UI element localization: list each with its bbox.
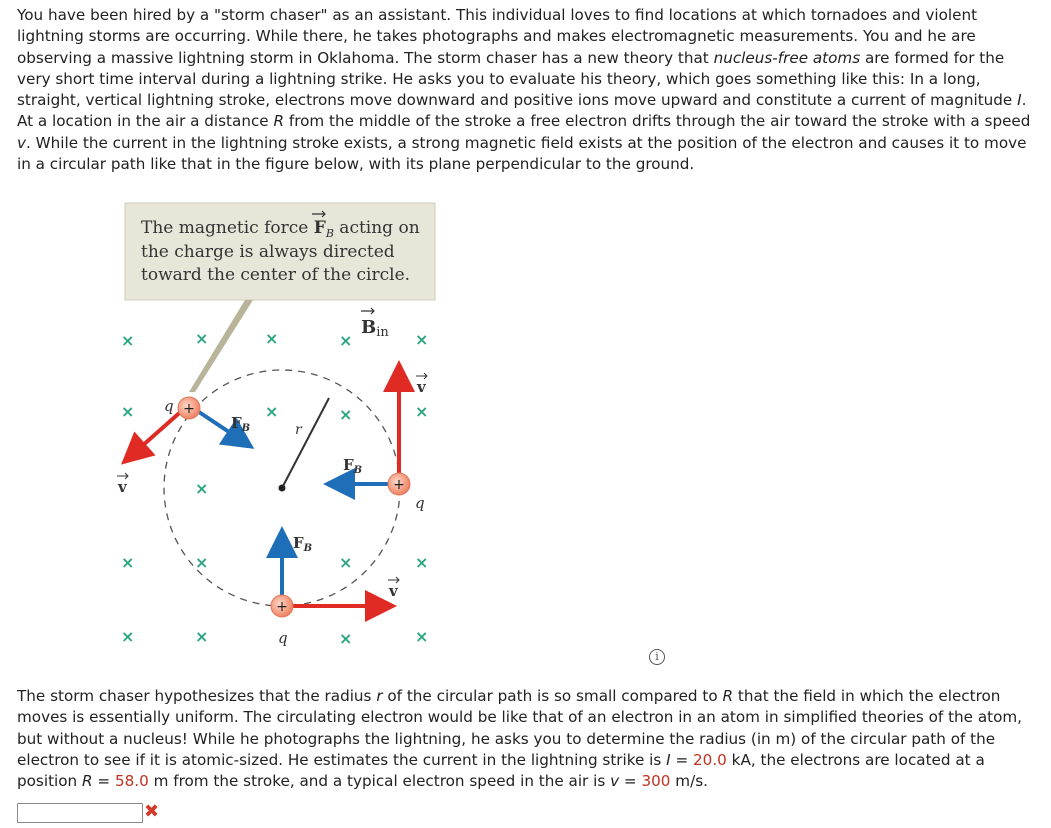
field-cross: × xyxy=(265,402,279,421)
var-v: v xyxy=(610,772,620,791)
var-R: R xyxy=(82,772,93,791)
radius-label: r xyxy=(295,422,302,438)
field-cross: × xyxy=(415,330,429,349)
field-cross: × xyxy=(121,553,135,572)
plus-sign: + xyxy=(183,401,195,417)
var-R: R xyxy=(722,687,734,705)
velocity-label: v xyxy=(389,582,398,600)
field-cross: × xyxy=(121,402,135,421)
equals-sign: = xyxy=(619,772,642,791)
velocity-label: v xyxy=(417,378,426,396)
plus-sign: + xyxy=(276,599,288,615)
field-label: Bin xyxy=(361,317,389,340)
charge-label: q xyxy=(415,494,425,512)
field-cross: × xyxy=(415,627,429,646)
field-cross: × xyxy=(415,553,429,572)
circular-motion-figure xyxy=(105,196,450,652)
field-cross: × xyxy=(339,331,353,350)
problem-question xyxy=(17,686,1039,792)
question-text: that the field in which the electron moves is essentially uniform. The circulating electron would be like that of an electron in an atom in simplified theories of the atom, but without a nucleus! While he photographs the lightning, he asks you to determine the radius (in m) of the circular path of the electron to see if it is atomic-sized. He estimates the current in the lightning strike is xyxy=(17,687,1023,769)
speed-value: 300 xyxy=(641,772,671,791)
var-R: R xyxy=(273,112,285,131)
field-cross: × xyxy=(339,553,353,572)
equals-sign: = xyxy=(670,750,694,769)
distance-value: 58.0 xyxy=(114,772,149,791)
charge-label: q xyxy=(278,629,288,647)
field-cross: × xyxy=(415,402,429,421)
var-I: I xyxy=(1017,91,1022,110)
question-text: kA, the electrons are located at a position xyxy=(17,750,985,791)
question-text: m from the stroke, and a typical electron speed in the air is xyxy=(148,772,611,791)
field-cross: × xyxy=(265,329,279,348)
intro-text: You have been hired by a "storm chaser" as an assistant. This individual loves to find locations at which tornadoes and violent lightning storms are occurring. While there, he takes photographs and makes electromagnetic measurements. You and he are observing a massive lightning storm in Oklahoma. The storm chaser has a new theory that xyxy=(17,6,978,67)
question-text: m/s. xyxy=(670,772,708,791)
intro-emphasis: nucleus-free atoms xyxy=(713,48,861,67)
question-text: The storm chaser hypothesizes that the radius xyxy=(17,687,377,705)
field-cross: × xyxy=(195,479,209,498)
intro-text: from the middle of the stroke a free electron drifts through the air toward the stroke with a speed xyxy=(284,112,1031,131)
intro-text: . While the current in the lightning stroke exists, a strong magnetic field exists at the position of the electron and causes it to move in a circular path like that in the figure below, with its plane perpendicular to the ground. xyxy=(17,133,1027,174)
velocity-label: v xyxy=(118,478,127,496)
var-I: I xyxy=(666,750,671,769)
var-r: r xyxy=(376,687,383,705)
question-text: of the circular path is so small compared to xyxy=(382,687,723,705)
caption-line-3: toward the center of the circle. xyxy=(141,265,411,285)
field-cross: × xyxy=(121,627,135,646)
intro-text: are formed for the very short time interval during a lightning strike. He asks you to evaluate his theory, which goes something like this: In a long, straight, vertical lightning stroke, electrons move downward and positive ions move upward and constitute a current of magnitude xyxy=(17,48,1018,110)
velocity-arrow xyxy=(133,408,185,454)
field-cross: × xyxy=(339,405,353,424)
intro-text: . At a location in the air a distance xyxy=(17,91,1027,131)
radius-line xyxy=(282,398,329,488)
wrong-x-icon: ✖ xyxy=(144,801,160,822)
field-cross: × xyxy=(121,331,135,350)
field-cross: × xyxy=(339,629,353,648)
answer-input[interactable] xyxy=(17,803,143,823)
charge-label: q xyxy=(164,397,174,415)
force-label: $F_B$ xyxy=(343,456,363,476)
caption-line-2: the charge is always directed xyxy=(141,242,395,262)
plus-sign: + xyxy=(393,477,405,493)
caption-line-1: The magnetic force $F_B$ acting on xyxy=(141,218,420,240)
field-cross: × xyxy=(195,329,209,348)
current-value: 20.0 xyxy=(693,750,727,769)
force-label: $F_B$ xyxy=(231,414,251,434)
info-icon[interactable]: i xyxy=(649,649,665,665)
var-v: v xyxy=(17,133,26,152)
equals-sign: = xyxy=(92,772,115,791)
field-cross: × xyxy=(195,553,209,572)
force-label: $F_B$ xyxy=(293,534,313,554)
problem-intro xyxy=(17,5,1039,175)
field-cross: × xyxy=(195,627,209,646)
center-point xyxy=(279,485,286,492)
